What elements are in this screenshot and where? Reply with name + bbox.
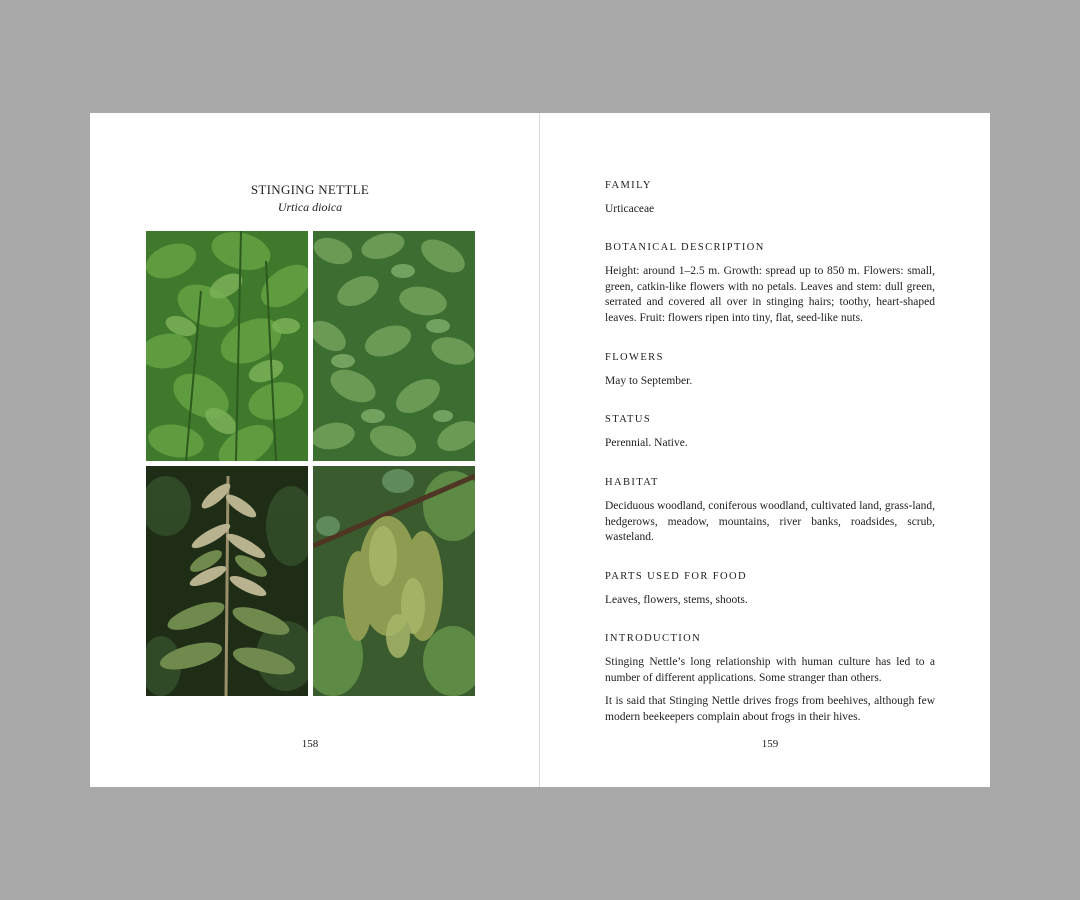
section-text: Deciduous woodland, coniferous woodland, cultivated land, grass-land, hedgerows, meadow, mountains, river banks, roadsides, scrub, wasteland. — [605, 500, 935, 543]
intro-paragraph: Stinging Nettle’s long relationship with human culture has led to a number of different applications. Some stranger than others. — [605, 656, 935, 684]
section-text: Urticaceae — [605, 203, 655, 215]
section-text: Height: around 1–2.5 m. Growth: spread up to 850 m. Flowers: small, green, catkin-like flowers with no petals. Leaves and stem: dull green, serrated and covered all over in stinging hairs; toothy, heart-shaped leaves. Fruit: flowers ripen into tiny, flat, seed-like nuts. — [605, 265, 935, 324]
section-parts-used-for-food — [605, 570, 935, 609]
section-habitat — [605, 476, 935, 546]
page-number-right: 159 — [761, 738, 779, 750]
section-heading: HABITAT — [605, 477, 659, 488]
nettle-patch-photo — [313, 231, 475, 461]
left-page — [90, 113, 539, 787]
section-text: Perennial. Native. — [605, 437, 688, 449]
section-heading: FLOWERS — [605, 352, 664, 363]
nettle-leaves-photo — [146, 231, 308, 461]
plant-title: STINGING NETTLE — [250, 182, 370, 197]
section-introduction — [605, 632, 935, 725]
page-number-left: 158 — [301, 738, 319, 750]
section-heading: STATUS — [605, 414, 652, 425]
section-flowers — [605, 351, 935, 390]
intro-paragraph: It is said that Stinging Nettle drives frogs from beehives, although few modern beekeepers complain about frogs in their hives. — [605, 695, 935, 723]
section-text: May to September. — [605, 375, 693, 387]
section-family — [605, 179, 935, 218]
section-status — [605, 413, 935, 452]
right-page — [540, 113, 990, 787]
section-heading: FAMILY — [605, 180, 652, 191]
section-text: Leaves, flowers, stems, shoots. — [605, 594, 748, 606]
nettle-flower-catkins-photo — [313, 466, 475, 696]
latin-name: Urtica dioica — [277, 200, 343, 214]
section-heading: BOTANICAL DESCRIPTION — [605, 242, 765, 253]
nettle-flowering-stem-photo — [146, 466, 308, 696]
section-heading: PARTS USED FOR FOOD — [605, 571, 747, 582]
section-botanical-description — [605, 241, 935, 326]
book-spread — [90, 113, 990, 787]
section-heading: INTRODUCTION — [605, 633, 702, 644]
